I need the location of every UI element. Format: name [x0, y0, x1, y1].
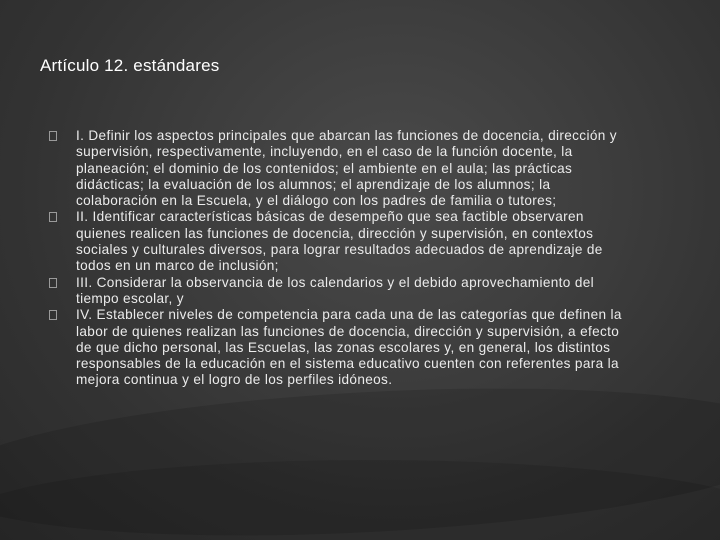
bullet-text-2: II. Identificar características básicas de desempeño que sea factible observaren quienes realicen las funciones de docencia, dirección y supervisión, en contextos sociales y culturales diversos, para lograr resultados adecuados de aprendizaje de todos en un marco de inclusión;	[76, 209, 603, 274]
bullet-list	[49, 128, 634, 389]
bullet-item-4	[49, 307, 634, 388]
square-bullet-icon	[49, 278, 57, 288]
bullet-item-3	[49, 275, 634, 308]
bullet-item-1	[49, 128, 634, 209]
square-bullet-icon	[49, 310, 57, 320]
square-bullet-icon	[49, 131, 57, 141]
bullet-text-1: I. Definir los aspectos principales que abarcan las funciones de docencia, dirección y supervisión, respectivamente, incluyendo, en el caso de la función docente, la planeación; el dominio de los contenidos; el ambiente en el aula; las prácticas didácticas; la evaluación de los alumnos; el aprendizaje de los alumnos; la colaboración en la Escuela, y el diálogo con los padres de familia o tutores;	[76, 128, 617, 209]
bullet-text-4: IV. Establecer niveles de competencia para cada una de las categorías que definen la labor de quienes realizan las funciones de docencia, dirección y supervisión, a efecto de que dicho personal, las Escuelas, las zonas escolares y, en general, los distintos responsables de la educación en el sistema educativo cuenten con referentes para la mejora continua y el logro de los perfiles idóneos.	[76, 307, 622, 388]
bullet-text-3: III. Considerar la observancia de los calendarios y el debido aprovechamiento del tiempo escolar, y	[76, 274, 595, 306]
bullet-item-2	[49, 209, 634, 274]
slide-title: Artículo 12. estándares	[40, 56, 220, 75]
square-bullet-icon	[49, 212, 57, 222]
